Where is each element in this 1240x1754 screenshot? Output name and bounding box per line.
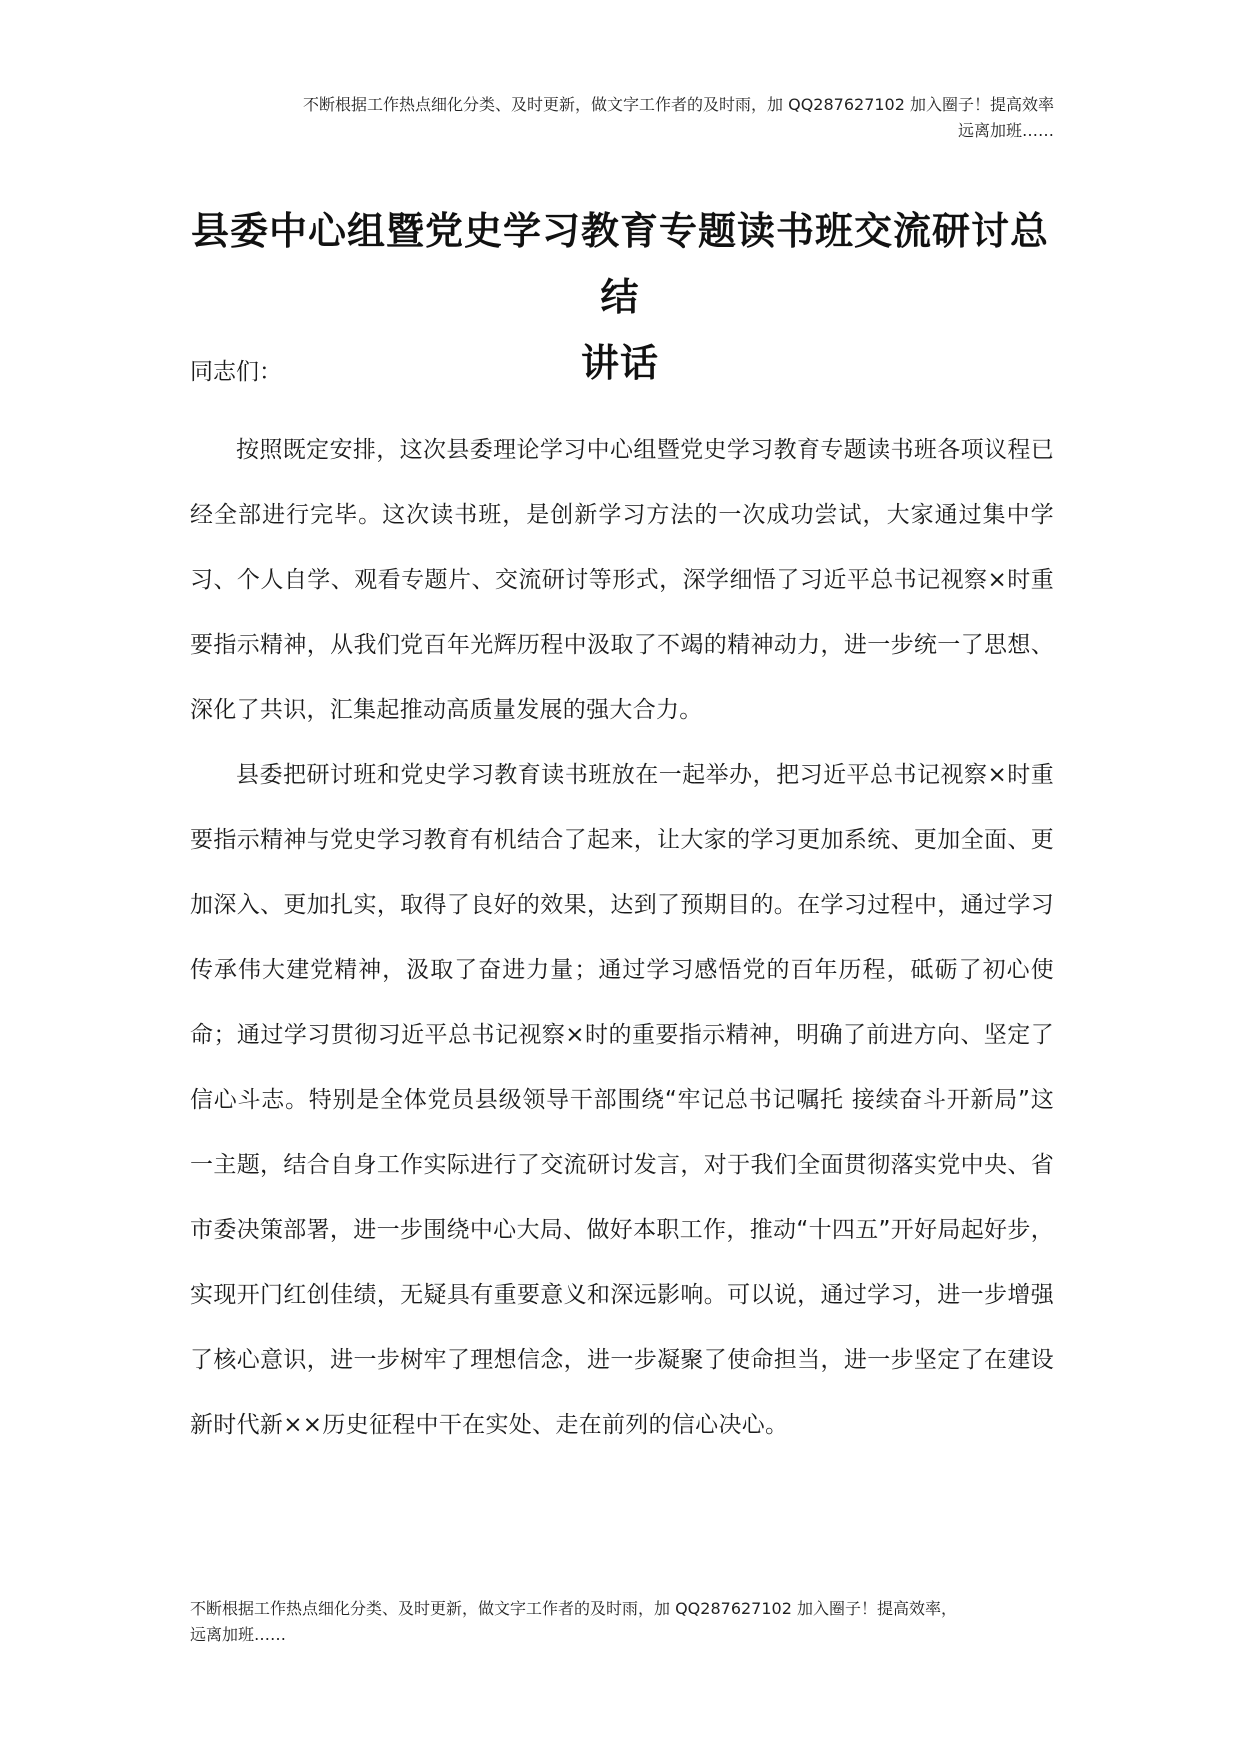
salutation: 同志们： xyxy=(190,359,282,385)
footer-note-line-2: 远离加班…… xyxy=(190,1625,287,1644)
document-title-line-2: 讲话 xyxy=(580,341,659,385)
document-title xyxy=(185,198,1055,396)
paragraph-1: 按照既定安排，这次县委理论学习中心组暨党史学习教育专题读书班各项议程已经全部进行完毕。这次读书班，是创新学习方法的一次成功尝试，大家通过集中学习、个人自学、观看专题片、交流研讨等形式，深学细悟了习近平总书记视察×时重要指示精神，从我们党百年光辉历程中汲取了不竭的精神动力，进一步统一了思想、深化了共识，汇集起推动高质量发展的强大合力。 xyxy=(190,437,1054,723)
footer-note-line-1: 不断根据工作热点细化分类、及时更新，做文字工作者的及时雨，加 QQ287627102 加入圈子！提高效率， xyxy=(190,1599,957,1618)
header-note-line-1: 不断根据工作热点细化分类、及时更新，做文字工作者的及时雨，加 QQ287627102 加入圈子！提高效率 xyxy=(303,95,1054,114)
header-note xyxy=(190,92,1054,144)
header-note-line-2: 远离加班…… xyxy=(957,121,1054,140)
document-body xyxy=(190,418,1054,1458)
document-title-line-1: 县委中心组暨党史学习教育专题读书班交流研讨总结 xyxy=(190,209,1049,319)
footer-note xyxy=(190,1596,1054,1648)
paragraph-2: 县委把研讨班和党史学习教育读书班放在一起举办，把习近平总书记视察×时重要指示精神与党史学习教育有机结合了起来，让大家的学习更加系统、更加全面、更加深入、更加扎实，取得了良好的效果，达到了预期目的。在学习过程中，通过学习传承伟大建党精神，汲取了奋进力量；通过学习感悟党的百年历程，砥砺了初心使命；通过学习贯彻习近平总书记视察×时的重要指示精神，明确了前进方向、坚定了信心斗志。特别是全体党员县级领导干部围绕“牢记总书记嘱托 接续奋斗开新局”这一主题，结合自身工作实际进行了交流研讨发言，对于我们全面贯彻落实党中央、省市委决策部署，进一步围绕中心大局、做好本职工作，推动“十四五”开好局起好步，实现开门红创佳绩，无疑具有重要意义和深远影响。可以说，通过学习，进一步增强了核心意识，进一步树牢了理想信念，进一步凝聚了使命担当，进一步坚定了在建设新时代新××历史征程中干在实处、走在前列的信心决心。 xyxy=(190,762,1054,1438)
